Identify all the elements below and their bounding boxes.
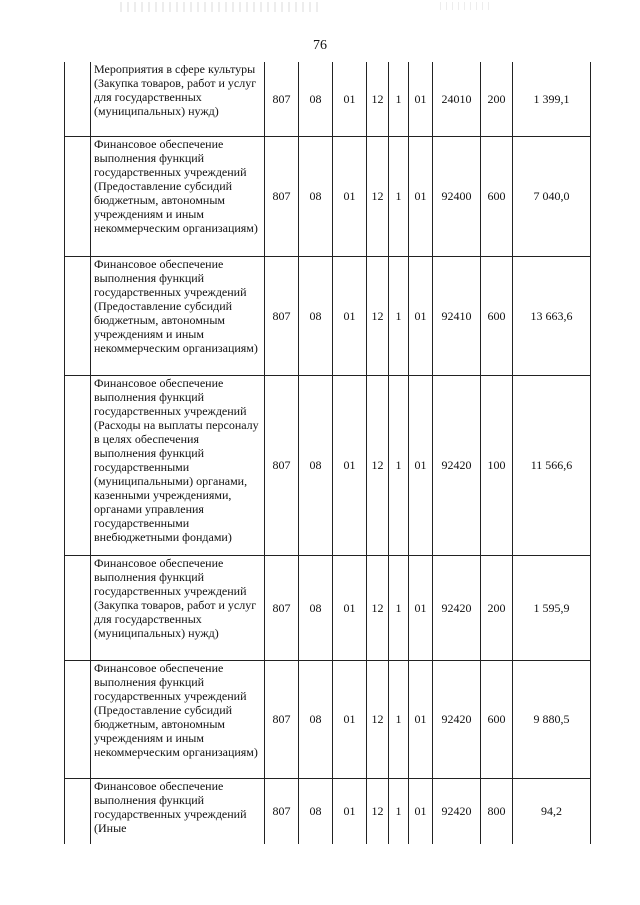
table-row	[65, 62, 591, 136]
amount-cell: 13 663,6	[513, 256, 591, 375]
direction-code-cell: 24010	[433, 62, 481, 136]
expense-type-code-cell: 800	[481, 778, 513, 844]
program-code-cell: 12	[367, 660, 389, 778]
table-row	[65, 660, 591, 778]
amount-cell: 94,2	[513, 778, 591, 844]
subprogram-code-cell: 1	[389, 256, 409, 375]
ministry-code-cell: 807	[265, 660, 299, 778]
event-code-cell: 01	[409, 660, 433, 778]
subprogram-code-cell: 1	[389, 136, 409, 256]
expense-name-cell: Мероприятия в сфере культуры (Закупка товаров, работ и услуг для государственных (муниципальных) нужд)	[91, 62, 265, 136]
direction-code-cell: 92400	[433, 136, 481, 256]
event-code-cell: 01	[409, 375, 433, 555]
page-number: 76	[313, 38, 327, 53]
direction-code-cell: 92420	[433, 375, 481, 555]
subprogram-code-cell: 1	[389, 62, 409, 136]
program-code-cell: 12	[367, 778, 389, 844]
subsection-code-cell: 01	[333, 375, 367, 555]
subsection-code-cell: 01	[333, 555, 367, 660]
ministry-code-cell: 807	[265, 555, 299, 660]
ministry-code-cell: 807	[265, 62, 299, 136]
expense-name-cell: Финансовое обеспечение выполнения функций государственных учреждений (Расходы на выплаты персоналу в целях обеспечения выполнения функций государственными (муниципальными) органами, казенными учреждениями, органами управления государственными внебюджетными фондами)	[91, 375, 265, 555]
program-code-cell: 12	[367, 136, 389, 256]
amount-cell: 1 595,9	[513, 555, 591, 660]
subsection-code-cell: 01	[333, 62, 367, 136]
section-code-cell: 08	[299, 375, 333, 555]
amount-cell: 1 399,1	[513, 62, 591, 136]
table-body	[65, 62, 591, 844]
section-code-cell: 08	[299, 555, 333, 660]
event-code-cell: 01	[409, 136, 433, 256]
row-spacer-cell	[65, 660, 91, 778]
ministry-code-cell: 807	[265, 136, 299, 256]
row-spacer-cell	[65, 375, 91, 555]
program-code-cell: 12	[367, 555, 389, 660]
event-code-cell: 01	[409, 62, 433, 136]
amount-cell: 7 040,0	[513, 136, 591, 256]
section-code-cell: 08	[299, 660, 333, 778]
subprogram-code-cell: 1	[389, 778, 409, 844]
expense-type-code-cell: 600	[481, 660, 513, 778]
row-spacer-cell	[65, 778, 91, 844]
amount-cell: 9 880,5	[513, 660, 591, 778]
event-code-cell: 01	[409, 555, 433, 660]
expense-type-code-cell: 600	[481, 256, 513, 375]
subsection-code-cell: 01	[333, 136, 367, 256]
row-spacer-cell	[65, 555, 91, 660]
subprogram-code-cell: 1	[389, 660, 409, 778]
row-spacer-cell	[65, 256, 91, 375]
direction-code-cell: 92420	[433, 660, 481, 778]
expense-name-cell: Финансовое обеспечение выполнения функций государственных учреждений (Предоставление субсидий бюджетным, автономным учреждениям и иным некоммерческим организациям)	[91, 660, 265, 778]
expense-name-cell: Финансовое обеспечение выполнения функций государственных учреждений (Иные	[91, 778, 265, 844]
section-code-cell: 08	[299, 62, 333, 136]
direction-code-cell: 92410	[433, 256, 481, 375]
section-code-cell: 08	[299, 256, 333, 375]
subprogram-code-cell: 1	[389, 375, 409, 555]
subsection-code-cell: 01	[333, 778, 367, 844]
table-row	[65, 136, 591, 256]
scan-noise	[440, 2, 490, 10]
section-code-cell: 08	[299, 136, 333, 256]
expense-name-cell: Финансовое обеспечение выполнения функций государственных учреждений (Предоставление субсидий бюджетным, автономным учреждениям и иным некоммерческим организациям)	[91, 256, 265, 375]
direction-code-cell: 92420	[433, 555, 481, 660]
program-code-cell: 12	[367, 256, 389, 375]
expense-type-code-cell: 200	[481, 62, 513, 136]
subsection-code-cell: 01	[333, 256, 367, 375]
direction-code-cell: 92420	[433, 778, 481, 844]
expense-name-cell: Финансовое обеспечение выполнения функций государственных учреждений (Закупка товаров, работ и услуг для государственных (муниципальных) нужд)	[91, 555, 265, 660]
table-row	[65, 375, 591, 555]
subprogram-code-cell: 1	[389, 555, 409, 660]
ministry-code-cell: 807	[265, 375, 299, 555]
table-row	[65, 555, 591, 660]
event-code-cell: 01	[409, 778, 433, 844]
ministry-code-cell: 807	[265, 778, 299, 844]
row-spacer-cell	[65, 136, 91, 256]
table-row	[65, 778, 591, 844]
event-code-cell: 01	[409, 256, 433, 375]
program-code-cell: 12	[367, 62, 389, 136]
ministry-code-cell: 807	[265, 256, 299, 375]
expense-type-code-cell: 600	[481, 136, 513, 256]
amount-cell: 11 566,6	[513, 375, 591, 555]
program-code-cell: 12	[367, 375, 389, 555]
expense-name-cell: Финансовое обеспечение выполнения функций государственных учреждений (Предоставление субсидий бюджетным, автономным учреждениям и иным некоммерческим организациям)	[91, 136, 265, 256]
table-row	[65, 256, 591, 375]
section-code-cell: 08	[299, 778, 333, 844]
expense-type-code-cell: 100	[481, 375, 513, 555]
budget-table	[64, 62, 591, 844]
subsection-code-cell: 01	[333, 660, 367, 778]
scan-noise	[120, 2, 320, 12]
expense-type-code-cell: 200	[481, 555, 513, 660]
row-spacer-cell	[65, 62, 91, 136]
